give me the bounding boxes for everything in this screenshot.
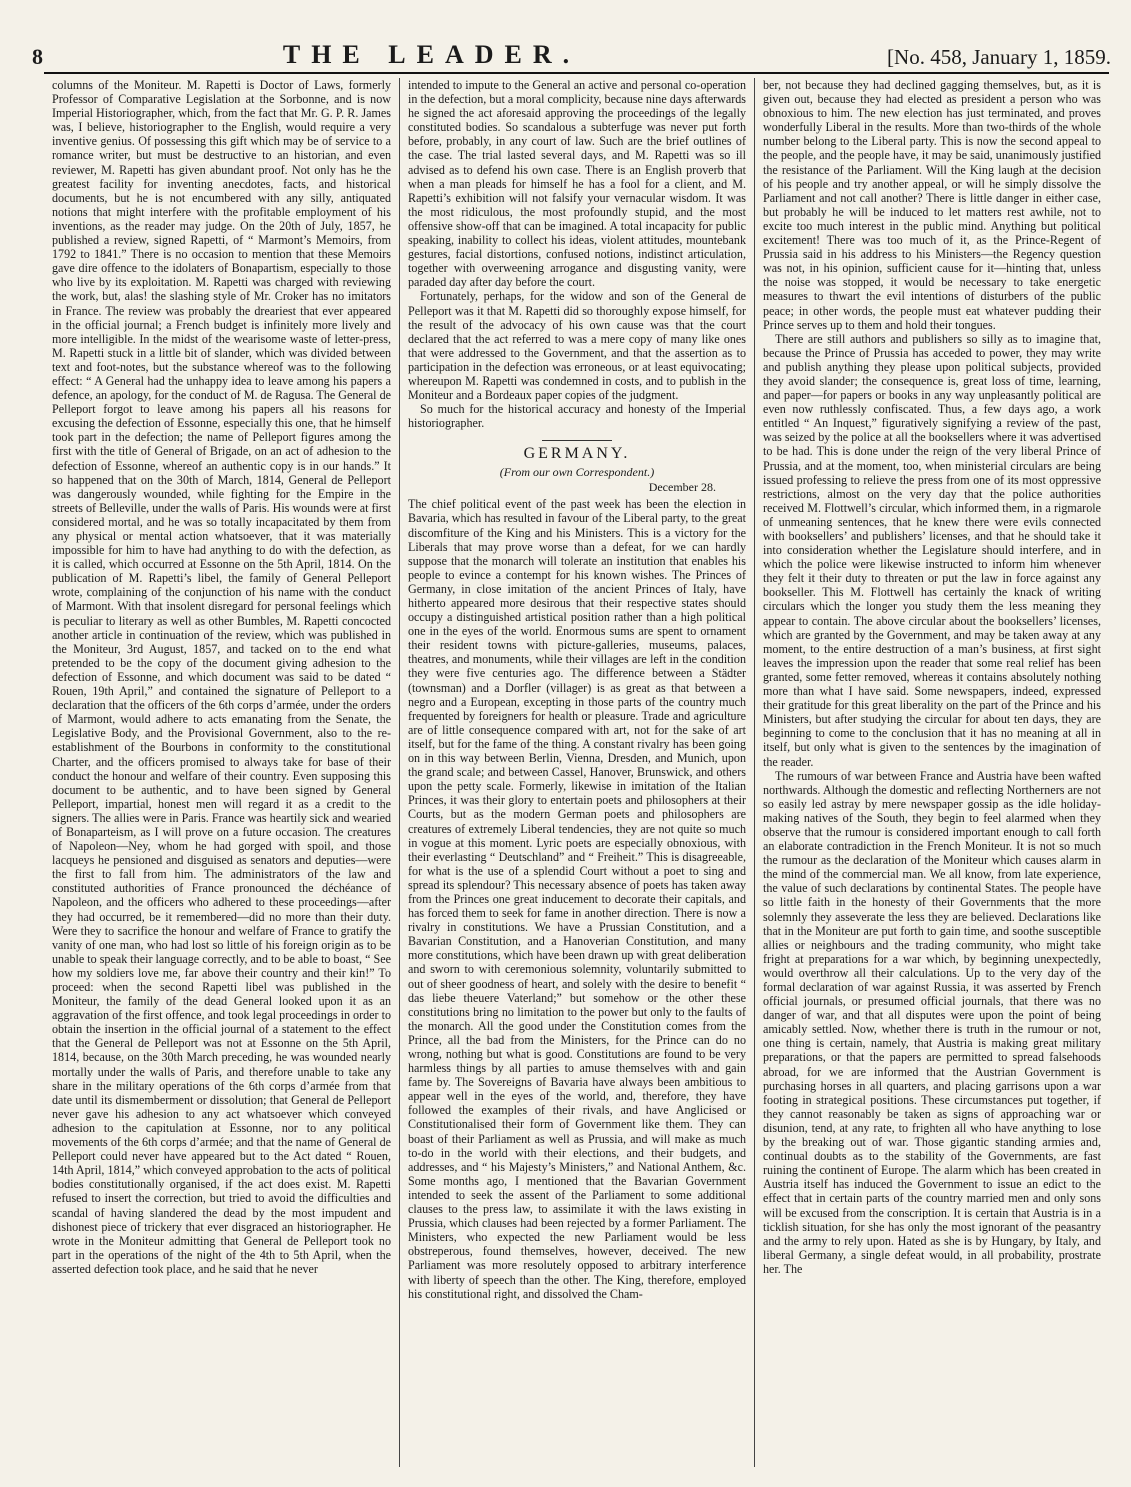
germany-article-paragraph: The chief political event of the past week has been the election in Bavaria, which has resulted in favour of the Liberal party, to the great discomfiture of the King and his Ministers. This is a victory for the Liberals that may prove worse than a defeat, for we can hardly suppose that the monarch will tolerate an institution that enables his people to evince a contempt for his known wishes. The Princes of Germany, in close imitation of the ancient Princes of Italy, have hitherto appeared more desirous that their respective states should occupy a distinguished artistical position rather than a high political one in the eyes of the world. Enormous sums are spent to ornament their resident towns with picture-galleries, museums, palaces, theatres, and monuments, while their villages are left in the condition they were five centuries ago. The difference between a Städter (townsman) and a Dorfler (villager) is as great as that between a negro and a European, excepting in those parts of the country much frequented by foreigners for health or pleasure. Trade and agriculture are of little consequence compared with art, not for the sake of art itself, but for the fame of the thing. A constant rivalry has been going on in this way between Berlin, Vienna, Dresden, and Munich, upon the grand scale; and between Cassel, Hanover, Brunswick, and others upon the petty scale. Formerly, likewise in imitation of the Italian Princes, it was their glory to entertain poets and philosophers at their Courts, but as the modern German poets and philosophers are creatures of extremely Liberal tendencies, they are not quite so much in vogue at this moment. Lyric poets are especially obnoxious, with their everlasting “ Deutschland” and “ Freiheit.” This is disagreeable, for what is the use of a splendid Court without a poet to sing and spread its splendour? This necessary absence of poets has taken away from the Princes one great inducement to decorate their capitals, and has forced them to seek for fame in another direction. There is now a rivalry in constitutions. We have a Prussian Constitution, and a Bavarian Constitution, and a Hanoverian Constitution, and many more constitutions, which have been drawn up with great deliberation and sworn to with ceremonious solemnity, voluntarily submitted to out of sheer goodness of heart, and solely with the desire to benefit “ das liebe theuere Vaterland;” but somehow or the other these constitutions bring no limitation to the power but only to the faults of the monarch. All the good under the Constitution comes from the Prince, all the bad from the Ministers, for the Prince can do no wrong, nothing but what is good. Constitutions are found to be very harmless things by all parties to amuse themselves with and gain fame by. The Sovereigns of Bavaria have always been ambitious to appear well in the eyes of the world, and, therefore, they have followed the examples of their rivals, and have Anglicised or Constitutionalised their form of Government like them. They can boast of their Parliament as well as Prussia, and will make as much to-do in the world with their elections, and their budgets, and addresses, and “ his Majesty’s Ministers,” and National Anthem, &c. Some months ago, I mentioned that the Bavarian Government intended to seek the assent of the Parliament to some additional clauses to the press law, to assimilate it with the laws existing in Prussia, which clauses had been rejected by a former Parliament. The Ministers, who expected the new Parliament would be less obstreperous, found themselves, however, deceived. The new Parliament was more resolutely opposed to arbitrary interference with liberty of speech than the other. The King, therefore, employed his constitutional right, and dissolved the Cham- — [408, 497, 746, 1301]
dateline: December 28. — [648, 480, 716, 495]
masthead — [32, 36, 1111, 70]
rapetti-article-paragraph: intended to impute to the General an active and personal co-operation in the defection, but a moral complicity, because nine days afterwards he signed the act aforesaid approving the proceedings of the legally constituted bodies. So scandalous a subterfuge was never put forth before, probably, in any court of law. Such are the brief outlines of the case. The trial lasted several days, and M. Rapetti was so ill advised as to defend his own case. There is an English proverb that when a man pleads for himself he has a fool for a client, and M. Rapetti’s exhibition will not falsify your vernacular wisdom. It was the most ridiculous, the most profoundly stupid, and the most offensive show-off that can be imagined. A total incapacity for public speaking, inability to collect his ideas, violent attitudes, mountebank gestures, facial distortions, confused notions, indistinct articulation, together with overweening arrogance and disgusting vanity, were paraded day after day before the court. — [408, 78, 746, 290]
rapetti-article-paragraph: So much for the historical accuracy and honesty of the Imperial historiographer. — [408, 402, 746, 431]
issue-info: [No. 458, January 1, 1859. — [887, 45, 1111, 69]
column-3 — [754, 78, 1109, 1467]
germany-article-paragraph: The rumours of war between France and Austria have been wafted northwards. Although the domestic and reflecting Northerners are not so easily led astray by mere newspaper gossip as the idle holiday-making natives of the South, they begin to feel alarmed when they observe that the rumour is considered important enough to call forth an elaborate contradiction in the French Moniteur. It is not so much the rumour as the declaration of the Moniteur which causes alarm in the mind of the commercial man. We all know, from late experience, the value of such declarations by continental States. The people have so little faith in the honesty of their Governments that the more solemnly they asseverate the less they are believed. Declarations like that in the Moniteur are put forth to gain time, and soothe susceptible allies or neighbours and the trading community, who might take fright at preparations for a war which, by beginning unexpectedly, would overthrow all their calculations. Up to the very day of the formal declaration of war against Russia, it was asserted by French official journals, or presumed official journals, that there was no danger of war, and that all disputes were upon the point of being amicably settled. Now, whether there is truth in the rumour or not, one thing is certain, namely, that Austria is making great military preparations, or that the papers are permitted to spread falsehoods abroad, for we are informed that the Austrian Government is purchasing horses in all quarters, and placing garrisons upon a war footing in strategical positions. These circumstances put together, if they cannot reasonably be taken as signs of approaching war or disunion, tend, at any rate, to frighten all who have anything to lose by the breaking out of war. Those gigantic standing armies and, continual doubts as to the stability of the Governments, are fast ruining the continent of Europe. The alarm which has been created in Austria itself has induced the Government to issue an edict to the effect that in certain parts of the country married men and only sons will be excused from the conscription. It is certain that Austria is in a ticklish situation, for she has only the most ignorant of the peasantry and the army to rely upon. Hated as she is by Hungary, by Italy, and liberal Germany, a single defeat would, in all probability, prostrate her. The — [763, 768, 1101, 1276]
newspaper-title: THE LEADER. — [282, 40, 581, 69]
article-columns — [44, 78, 1109, 1467]
germany-article-paragraph: ber, not because they had declined gagging themselves, but, as it is given out, because they had elected as president a person who was obnoxious to him. The new election has just terminated, and proves wonderfully Liberal in the results. More than two-thirds of the whole number belong to the Liberal party. This is now the second appeal to the people, and the people have, it may be said, unanimously justified the resistance of the Parliament. Will the King laugh at the decision of his people and try another appeal, or will he simply dissolve the Parliament and not call another? There is little danger in either case, but probably he will be induced to let matters rest awhile, not to excite too much interest in the public mind. Anything but political excitement! There was too much of it, as the Prince-Regent of Prussia said in his address to his Ministers—the Regency question was not, in his opinion, sufficient cause for it—hinting that, unless the noise was stopped, it would be necessary to take energetic measures to thwart the evil intentions of disturbers of the public peace; in other words, the people must eat whatever pudding their Prince serves up to them and hold their tongues. — [763, 78, 1101, 332]
column-2 — [399, 78, 754, 1467]
germany-article-paragraph: There are still authors and publishers so silly as to imagine that, because the Prince of Prussia has acceded to power, they may write and publish anything they please upon political subjects, provided they avoid slander; the consequence is, great loss of time, learning, and paper—for papers or books in any way unpleasantly political are even now ruthlessly confiscated. Thus, a few days ago, a work entitled “ An Inquest,” figuratively signifying a review of the past, was seized by the police at all the booksellers where it was advertised to be had. This is done under the reign of the very liberal Prince of Prussia, and at the moment, too, when ministerial circulars are being issued professing to relieve the press from one of its most oppressive restrictions, almost on the very day that the police authorities received M. Flottwell’s circular, which informed them, in a rigmarole of unmeaning sentences, that he knew there were evils connected with booksellers’ and publishers’ licenses, and that he should take it into consideration whether the Legislature should interfere, and in which the police were likewise instructed to inform him whenever they felt it their duty to threaten or put the law in force against any bookseller. This M. Flottwell has certainly the knack of writing circulars which the longer you study them the less meaning they appear to contain. The above circular about the booksellers’ licenses, which are granted by the Government, and may be taken away at any moment, to the entire destruction of a man’s business, at first sight leaves the impression upon the reader that some real relief has been granted, some fetter removed, whereas it contains absolutely nothing more than what I have said. Some newspapers, indeed, expressed their gratitude for this great liberality on the part of the Prince and his Ministers, but after studying the circular for about ten days, they are beginning to come to the conclusion that it has no meaning at all in itself, but only what is given to the sentences by the imagination of the reader. — [763, 331, 1101, 769]
column-1 — [44, 78, 399, 1467]
section-divider — [542, 440, 612, 441]
header-rule — [44, 72, 1109, 74]
rapetti-article-continued: columns of the Moniteur. M. Rapetti is Doctor of Laws, formerly Professor of Comparative Legislation at the Sorbonne, and is now Imperial Historiographer, which, from the fact that Mr. G. P. R. James was, I believe, historiographer to the English, would require a very inventive genius. Of possessing this gift which may be of service to a romance writer, but must be destructive to an historian, and even reviewer, M. Rapetti has given abundant proof. Not only has he the greatest facility for inventing anecdotes, facts, and historical documents, but he is not encumbered with any silly, antiquated notions that might interfere with the profitable employment of his inventions, as the reader may judge. On the 20th of July, 1857, he published a review, signed Rapetti, of “ Marmont’s Memoirs, from 1792 to 1841.” There is no occasion to mention that these Memoirs gave dire offence to the idolaters of Bonapartism, especially to those who live by its exploitation. M. Rapetti was charged with reviewing the work, but, alas! the slashing style of Mr. Croker has no imitators in France. The review was probably the dreariest that ever appeared in the official journal; a French budget is infinitely more lively and more intelligible. In the midst of the wearisome waste of letter-press, M. Rapetti stuck in a little bit of slander, which was divided between text and foot-notes, but the substance whereof was to the following effect: “ A General had the unhappy idea to leave among his papers a defence, an apology, for the conduct of M. de Ragusa. The General de Pelleport forgot to leave among his papers all his reasons for excusing the defection of Essonne, especially this one, that he himself took part in the defection; the name of Pelleport figures among the first with the title of General of Brigade, on an act of adhesion to the defection of Essonne, whereof an authentic copy is in our hands.” It so happened that on the 30th of March, 1814, General de Pelleport was dangerously wounded, while fighting for the Empire in the streets of Belleville, under the walls of Paris. His wounds were at first considered mortal, and he was so totally incapacitated by them from any physical or mental action whatsoever, that it was materially impossible for him to have had anything to do with the defection, as it is called, which occurred at Essonne on the 5th April, 1814. On the publication of M. Rapetti’s libel, the family of General Pelleport wrote, complaining of the conjunction of his name with the conduct of Marmont. With that insolent disregard for personal feelings which is peculiar to literary as well as other Bumbles, M. Rapetti concocted another article in continuation of the review, which was published in the Moniteur, 3rd August, 1857, and tacked on to the end what pretended to be the copy of the document giving adhesion to the defection of Essonne, and which document was said to be dated “ Rouen, 19th April,” and contained the signature of Pelleport to a declaration that the officers of the 6th corps d’armée, under the orders of Marmont, would adhere to acts emanating from the Senate, the Legislative Body, and the Provisional Government, also to the re-establishment of the Bourbons in conformity to the constitutional Charter, and the officers promised to always take for base of their conduct the honour and welfare of their country. Even supposing this document to be authentic, and to have been signed by General Pelleport, impartial, honest men will regard it as a credit to the signers. The allies were in Paris. France was heartily sick and wearied of Bonaparteism, as I will prove on a future occasion. The creatures of Napoleon—Ney, whom he had gorged with spoil, and those lacqueys he pensioned and disguised as senators and deputies—were the first to fall from him. The administrators of the law and constituted authorities of France pronounced the déchéance of Napoleon, and the officers who adhered to these proceedings—after they had occurred, be it remembered—did no more than their duty. Were they to sacrifice the honour and welfare of France to gratify the vanity of one man, who had lost so little of his foreign origin as to be unable to speak their language correctly, and to be able to boast, “ See how my soldiers love me, far above their country and their kin!” To proceed: when the second Rapetti libel was published in the Moniteur, the family of the dead General looked upon it as an aggravation of the first offence, and took legal proceedings in order to obtain the insertion in the official journal of a statement to the effect that the General de Pelleport was not at Essonne on the 5th April, 1814, because, on the 30th March preceding, he was wounded nearly mortally under the walls of Paris, and therefore unable to take any share in the military operations of the 6th corps d’armée from that date until its dismemberment or dissolution; that General de Pelleport never gave his adhesion to any act whatsoever which conveyed adhesion to the capitulation at Essonne, nor to any political movements of the 6th corps d’armée; and that the name of General de Pelleport could never have appeared but to the Act dated “ Rouen, 14th April, 1814,” which conveyed approbation to the acts of political bodies constitutionally organised, if the act does exist. M. Rapetti refused to insert the correction, but tried to avoid the difficulties and scandal of having slandered the dead by the most impudent and dishonest piece of trickery that ever disgraced an historiographer. He wrote in the Moniteur admitting that General de Pelleport took no part in the operations of the night of the 4th to 5th April, when the asserted defection took place, and he said that he never — [52, 78, 391, 1276]
section-heading-germany: GERMANY. — [523, 445, 631, 463]
page-number: 8 — [32, 44, 43, 69]
byline: (From our own Correspondent.) — [499, 465, 655, 480]
rapetti-article-paragraph: Fortunately, perhaps, for the widow and son of the General de Pelleport was it that M. Rapetti did so thoroughly expose himself, for the result of the advocacy of his own cause was that the court declared that the act referred to was a mere copy of many like ones that were addressed to the Government, and that the assertion as to participation in the defection was erroneous, or at least equivocating; whereupon M. Rapetti was condemned in costs, and to publish in the Moniteur and a Bordeaux paper copies of the judgment. — [408, 289, 746, 403]
